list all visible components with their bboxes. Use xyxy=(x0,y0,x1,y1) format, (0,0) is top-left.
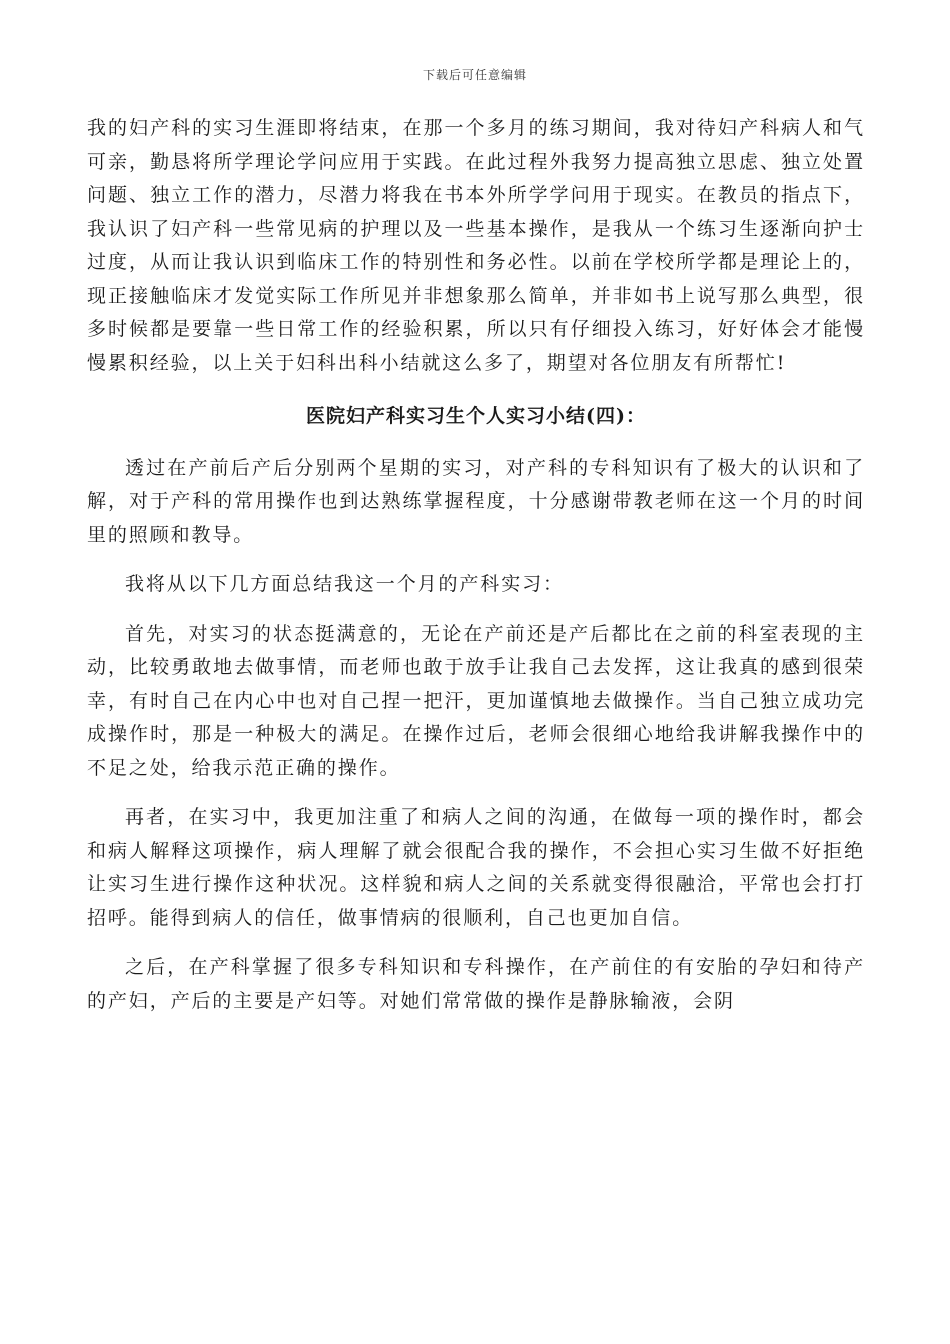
document-body xyxy=(87,112,865,1018)
paragraph-1: 透过在产前后产后分别两个星期的实习，对产科的专科知识有了极大的认识和了解，对于产科的常用操作也到达熟练掌握程度，十分感谢带教老师在这一个月的时间里的照顾和教导。 xyxy=(87,456,865,546)
paragraph-2: 我将从以下几方面总结我这一个月的产科实习： xyxy=(125,573,564,595)
section-title: 医院妇产科实习生个人实习小结(四)： xyxy=(306,405,646,427)
page-header: 下载后可任意编辑 xyxy=(422,68,527,82)
paragraph-3: 首先，对实习的状态挺满意的，无论在产前还是产后都比在之前的科室表现的主动，比较勇敢地去做事情，而老师也敢于放手让我自己去发挥，这让我真的感到很荣幸，有时自己在内心中也对自己捏一把汗，更加谨慎地去做操作。当自己独立成功完成操作时，那是一种极大的满足。在操作过后，老师会很细心地给我讲解我操作中的不足之处，给我示范正确的操作。 xyxy=(87,622,865,779)
paragraph-5: 之后，在产科掌握了很多专科知识和专科操作，在产前住的有安胎的孕妇和待产的产妇，产后的主要是产妇等。对她们常常做的操作是静脉输液，会阴 xyxy=(87,956,865,1012)
paragraph-4: 再者，在实习中，我更加注重了和病人之间的沟通，在做每一项的操作时，都会和病人解释这项操作，病人理解了就会很配合我的操作，不会担心实习生做不好拒绝让实习生进行操作这种状况。这样貌和病人之间的关系就变得很融洽，平常也会打打招呼。能得到病人的信任，做事情病的很顺利，自己也更加自信。 xyxy=(87,806,865,929)
intro-paragraph: 我的妇产科的实习生涯即将结束，在那一个多月的练习期间，我对待妇产科病人和气可亲，勤恳将所学理论学问应用于实践。在此过程外我努力提高独立思虑、独立处置问题、独立工作的潜力，尽潜力将我在书本外所学学问用于现实。在教员的指点下，我认识了妇产科一些常见病的护理以及一些基本操作，是我从一个练习生逐渐向护士过度，从而让我认识到临床工作的特别性和务必性。以前在学校所学都是理论上的，现正接触临床才发觉实际工作所见并非想象那么简单，并非如书上说写那么典型，很多时候都是要靠一些日常工作的经验积累，所以只有仔细投入练习，好好体会才能慢慢累积经验，以上关于妇科出科小结就这么多了，期望对各位朋友有所帮忙! xyxy=(87,117,865,374)
